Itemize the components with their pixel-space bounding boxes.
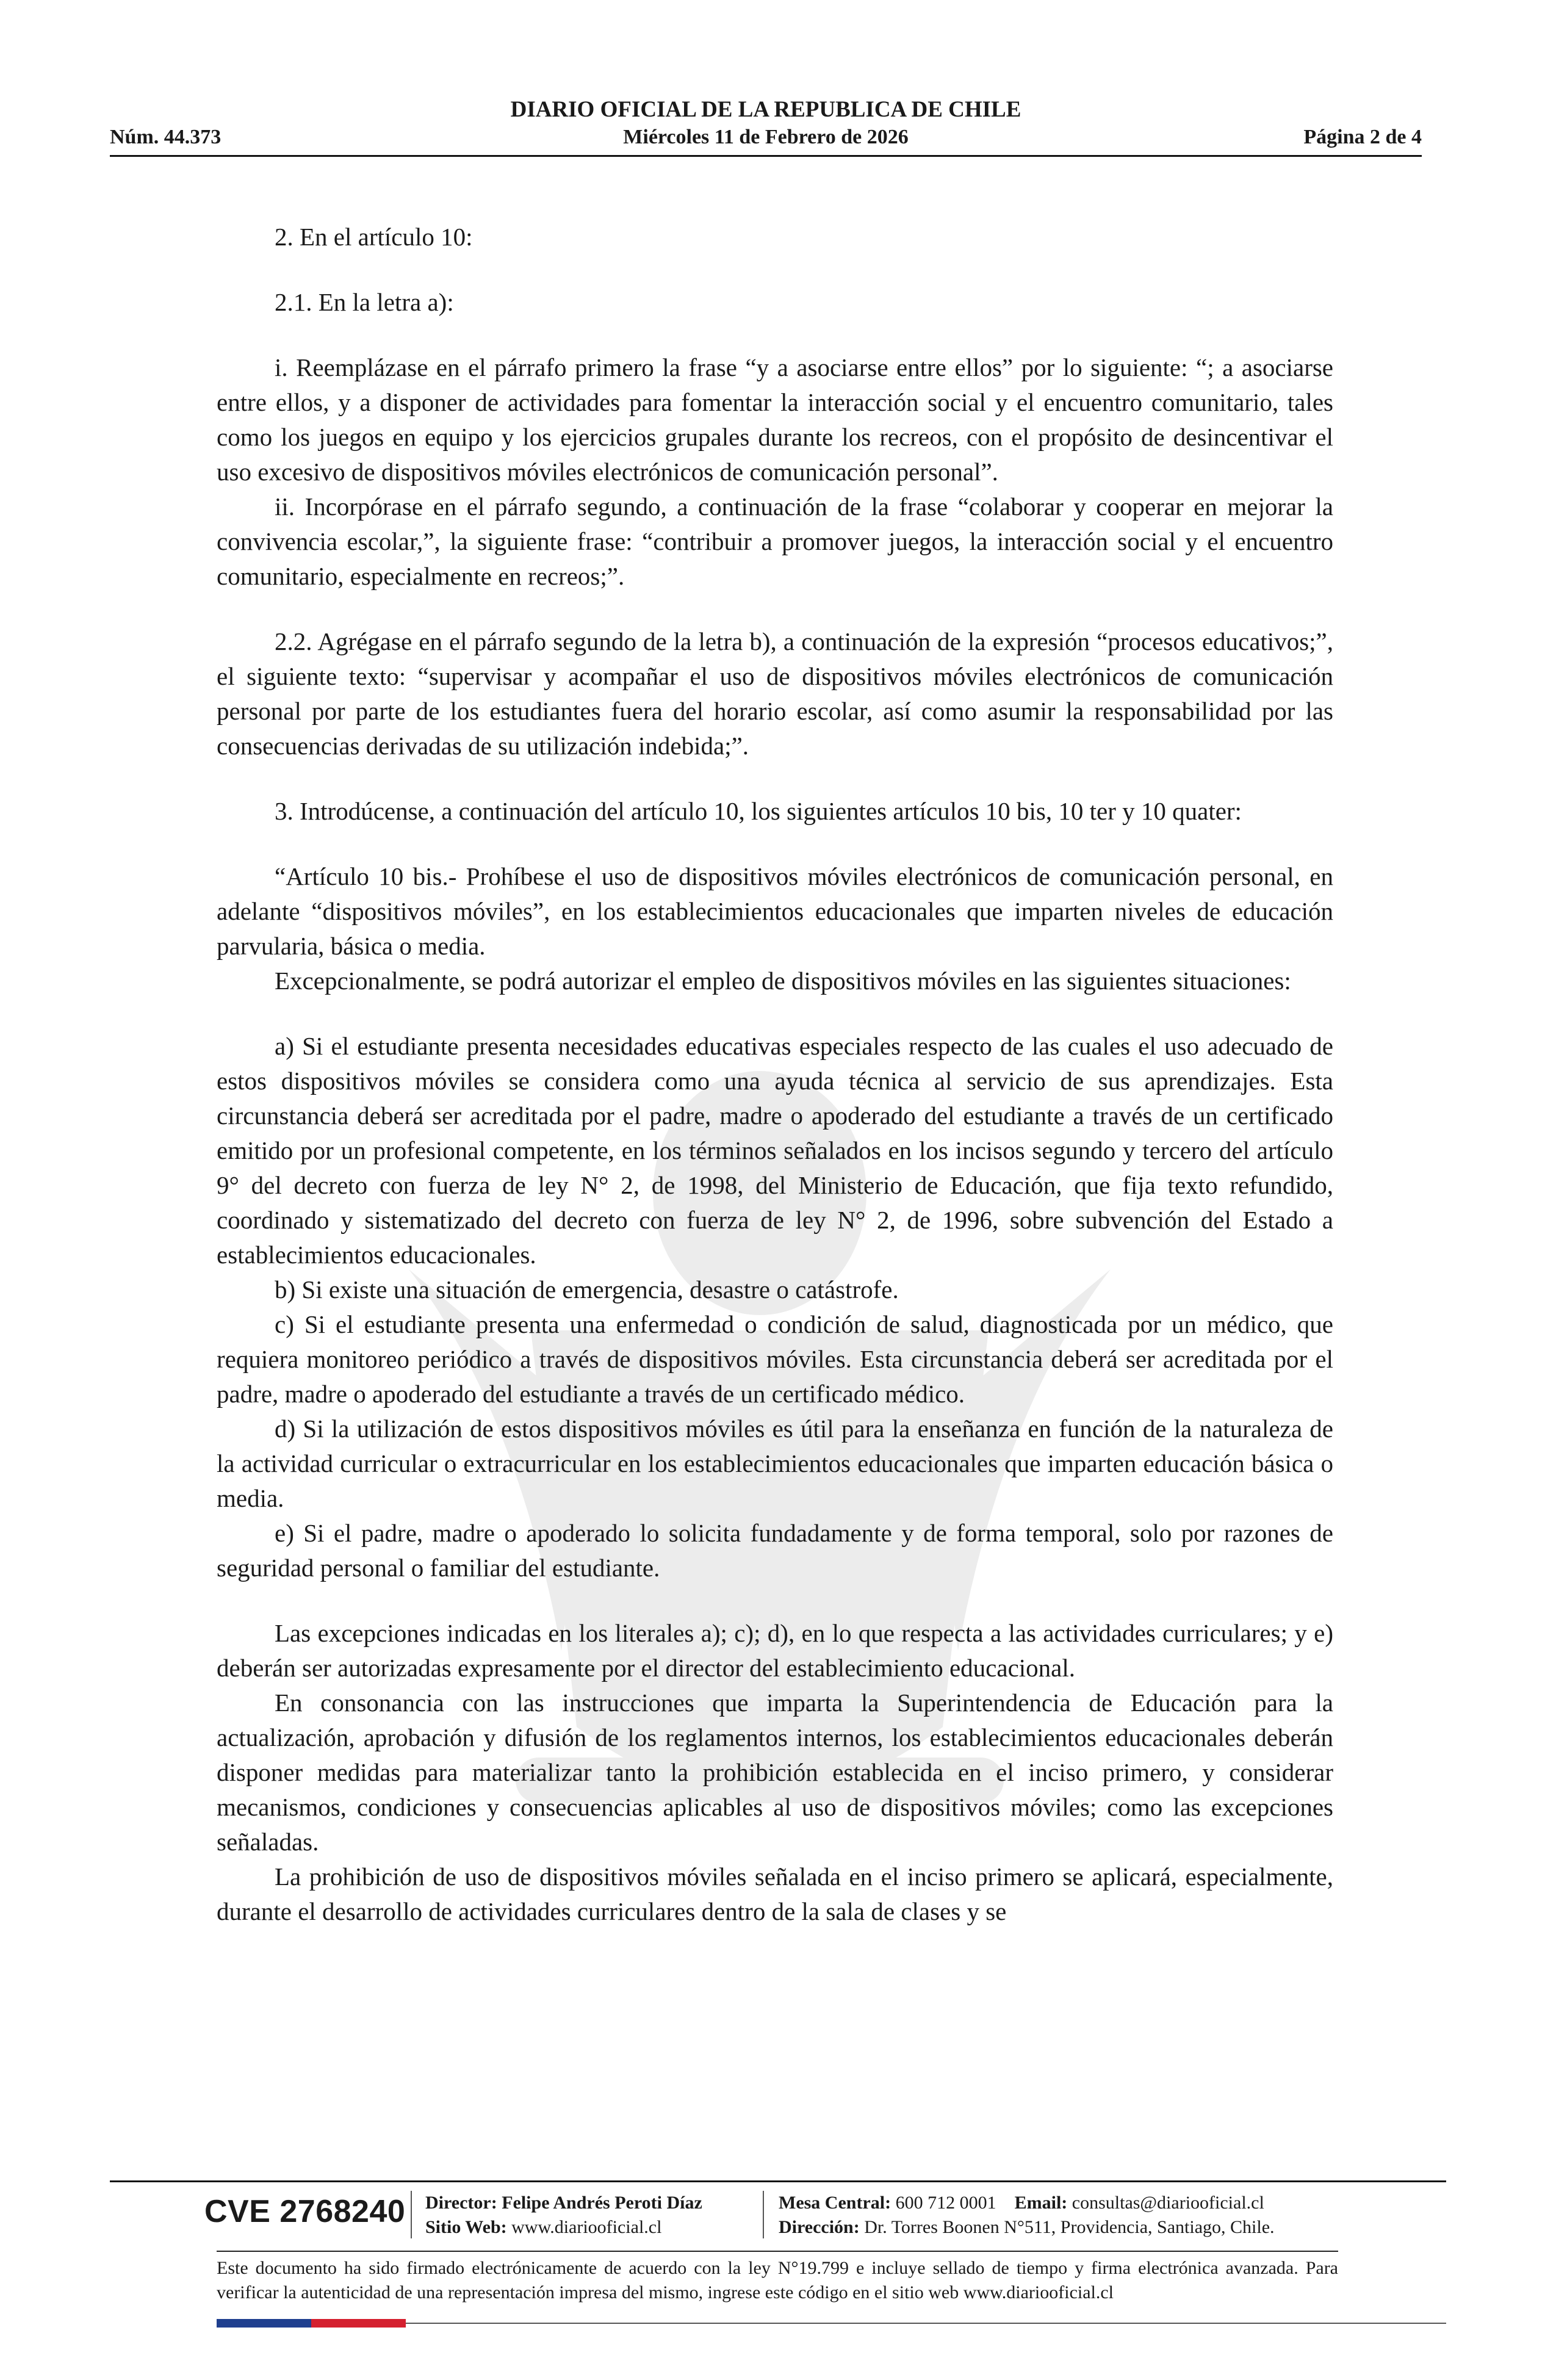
flag-stripe	[217, 2319, 406, 2328]
footer-divider-thin	[217, 2251, 1338, 2252]
email-link[interactable]: consultas@diariooficial.cl	[1072, 2193, 1264, 2213]
address-text: Dr. Torres Boonen N°511, Providencia, Santiago, Chile.	[864, 2217, 1275, 2237]
email-label: Email:	[1014, 2193, 1068, 2213]
website-label: Sitio Web:	[425, 2217, 507, 2237]
paragraph: 2. En el artículo 10:	[275, 223, 473, 251]
paragraph: En consonancia con las instrucciones que imparta la Superintendencia de Educación para la actualización, aprobación y difusión de los reglamentos internos, los establecimientos educacionales deberán disponer medidas para materializar tanto la prohibición establecida en el inciso primero, y considerar mecanismos, condiciones y consecuencias aplicables al uso de dispositivos móviles; como las excepciones señaladas.	[217, 1689, 1333, 1856]
page-header	[110, 96, 1422, 157]
footer-divider	[110, 2180, 1446, 2182]
paragraph: e) Si el padre, madre o apoderado lo solicita fundadamente y de forma temporal, solo por razones de seguridad personal o familiar del estudiante.	[217, 1519, 1333, 1582]
footer-contact-block	[779, 2191, 1275, 2240]
director-name: Felipe Andrés Peroti Díaz	[502, 2193, 702, 2213]
footer-separator	[411, 2191, 412, 2238]
flag-red-segment	[311, 2319, 406, 2328]
issue-number: Núm. 44.373	[110, 126, 222, 148]
paragraph: 2.2. Agrégase en el párrafo segundo de la letra b), a continuación de la expresión “procesos educativos;”, el siguiente texto: “supervisar y acompañar el uso de dispositivos móviles electrónicos de comunicación personal por parte de los estudiantes fuera del horario escolar, así como asumir la responsabilidad por las consecuencias derivadas de su utilización indebida;”.	[217, 627, 1333, 760]
publication-title: DIARIO OFICIAL DE LA REPUBLICA DE CHILE	[510, 97, 1021, 122]
issue-date: Miércoles 11 de Febrero de 2026	[623, 126, 909, 148]
footer-separator	[763, 2191, 764, 2238]
paragraph: Excepcionalmente, se podrá autorizar el empleo de dispositivos móviles en las siguientes situaciones:	[275, 967, 1291, 995]
flag-blue-segment	[217, 2319, 311, 2328]
bottom-divider	[406, 2323, 1446, 2324]
paragraph: d) Si la utilización de estos dispositivos móviles es útil para la enseñanza en función de la naturaleza de la actividad curricular o extracurricular en los establecimientos educacionales que imparten educación básica o media.	[217, 1415, 1333, 1512]
header-divider	[110, 155, 1422, 157]
signature-disclaimer: Este documento ha sido firmado electrónicamente de acuerdo con la ley N°19.799 e incluye sellado de tiempo y firma electrónica avanzada. Para verificar la autenticidad de una representación impresa del mismo, ingrese este código en el sitio web www.diariooficial.cl	[217, 2258, 1338, 2302]
paragraph: c) Si el estudiante presenta una enfermedad o condición de salud, diagnosticada por un médico, que requiera monitoreo periódico a través de dispositivos móviles. Esta circunstancia deberá ser acreditada por el padre, madre o apoderado del estudiante a través de un certificado médico.	[217, 1310, 1333, 1408]
paragraph: Las excepciones indicadas en los literales a); c); d), en lo que respecta a las actividades curriculares; y e) deberán ser autorizadas expresamente por el director del establecimiento educacional.	[217, 1619, 1333, 1682]
paragraph: 2.1. En la letra a):	[275, 288, 454, 316]
address-label: Dirección:	[779, 2217, 860, 2237]
paragraph: i. Reemplázase en el párrafo primero la frase “y a asociarse entre ellos” por lo siguiente: “; a asociarse entre ellos, y a disponer de actividades para fomentar la interacción social y el encuentro comunitario, tales como los juegos en equipo y los ejercicios grupales durante los recreos, con el propósito de desincentivar el uso excesivo de dispositivos móviles electrónicos de comunicación personal”.	[217, 353, 1333, 486]
paragraph: “Artículo 10 bis.- Prohíbese el uso de dispositivos móviles electrónicos de comunicación personal, en adelante “dispositivos móviles”, en los establecimientos educacionales que imparten niveles de educación parvularia, básica o media.	[217, 862, 1333, 960]
cve-code: CVE 2768240	[204, 2194, 406, 2229]
website-link[interactable]: www.diariooficial.cl	[511, 2217, 662, 2237]
director-label: Director:	[425, 2193, 497, 2213]
paragraph: ii. Incorpórase en el párrafo segundo, a continuación de la frase “colaborar y cooperar en mejorar la convivencia escolar,”, la siguiente frase: “contribuir a promover juegos, la interacción social y el encuentro comunitario, especialmente en recreos;”.	[217, 492, 1333, 590]
document-body	[217, 220, 1333, 1929]
page-number: Página 2 de 4	[1303, 126, 1422, 148]
mesa-label: Mesa Central:	[779, 2193, 891, 2213]
paragraph: b) Si existe una situación de emergencia, desastre o catástrofe.	[275, 1275, 899, 1304]
paragraph: a) Si el estudiante presenta necesidades educativas especiales respecto de las cuales el uso adecuado de estos dispositivos móviles se considera como una ayuda técnica al servicio de sus aprendizajes. Esta circunstancia deberá ser acreditada por el padre, madre o apoderado del estudiante a través de un certificado emitido por un profesional competente, en los términos señalados en los incisos segundo y tercero del artículo 9° del decreto con fuerza de ley N° 2, de 1998, del Ministerio de Educación, que fija texto refundido, coordinado y sistematizado del decreto con fuerza de ley N° 2, de 1996, sobre subvención del Estado a establecimientos educacionales.	[217, 1032, 1333, 1269]
mesa-phone: 600 712 0001	[895, 2193, 996, 2213]
paragraph: 3. Introdúcense, a continuación del artículo 10, los siguientes artículos 10 bis, 10 ter y 10 quater:	[275, 797, 1242, 825]
footer-director-block	[425, 2191, 702, 2240]
paragraph: La prohibición de uso de dispositivos móviles señalada en el inciso primero se aplicará, especialmente, durante el desarrollo de actividades curriculares dentro de la sala de clases y se	[217, 1863, 1333, 1925]
